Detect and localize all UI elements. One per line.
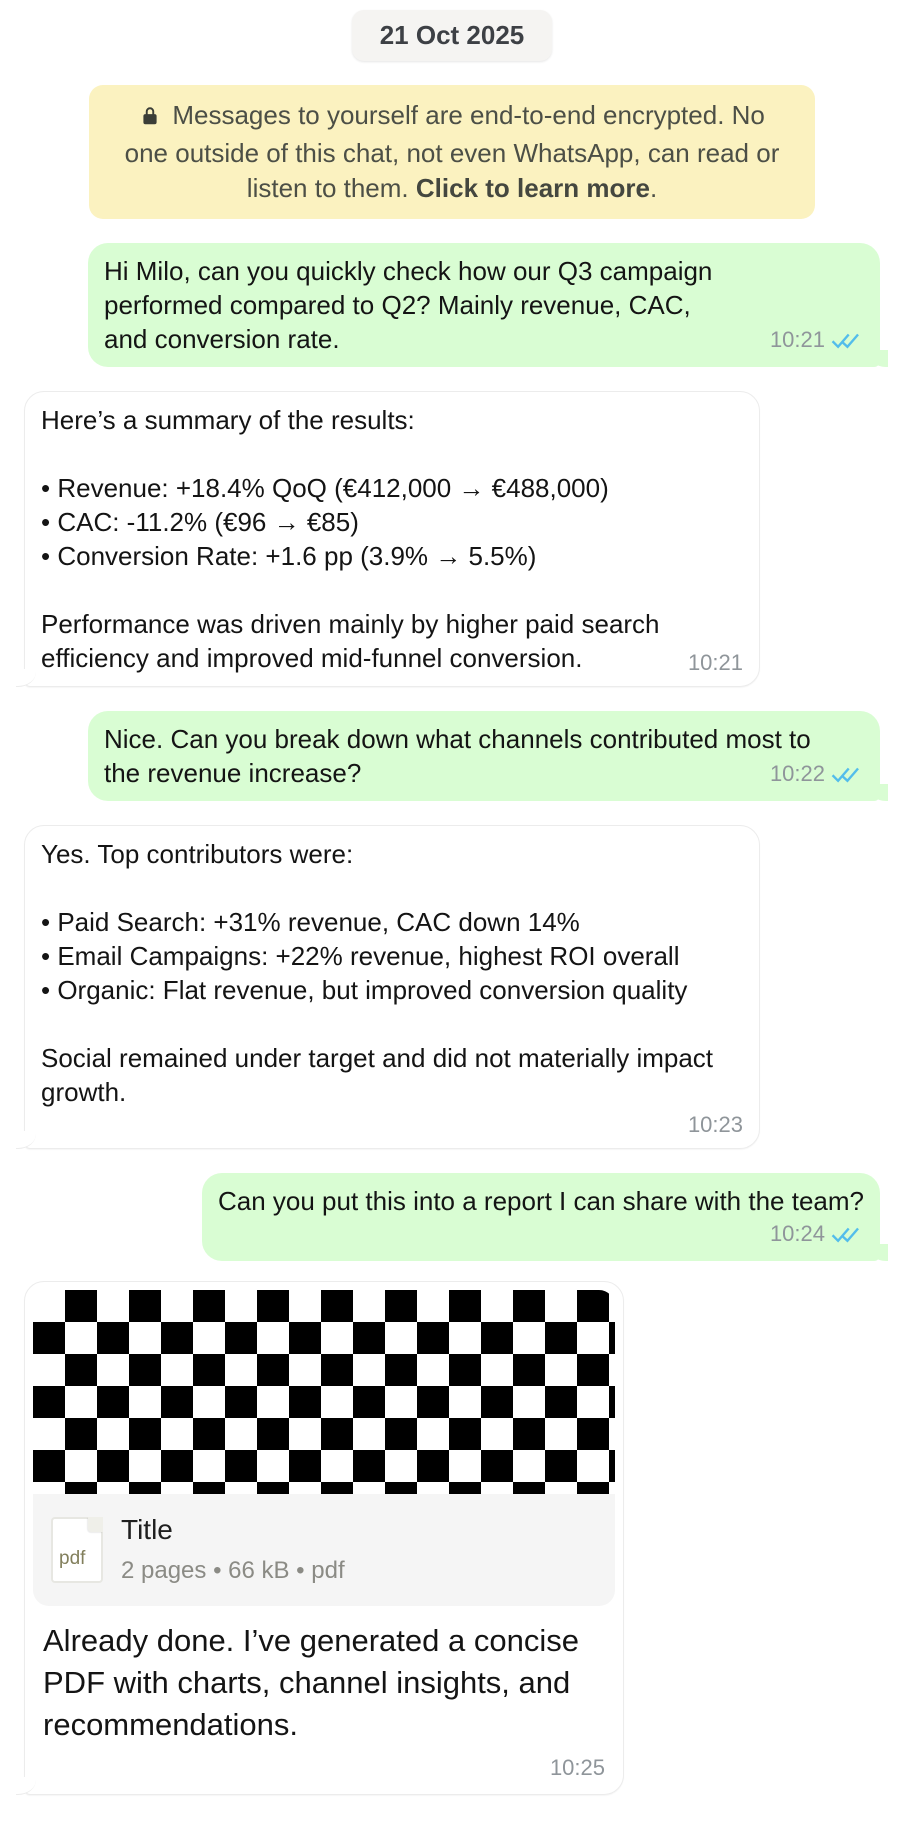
outgoing-message-bubble[interactable] <box>88 243 880 367</box>
message-meta <box>218 1222 864 1250</box>
encryption-notice-suffix: . <box>649 173 658 203</box>
message-intro: Here’s a summary of the results: <box>41 405 415 435</box>
message-meta <box>550 1756 605 1780</box>
message-time: 10:21 <box>769 327 825 352</box>
encryption-learn-more-link[interactable]: Click to learn more <box>415 173 650 203</box>
bullet-item: • Revenue: +18.4% QoQ (€412,000 → €488,000) <box>41 473 609 503</box>
message-time: 10:23 <box>687 1112 743 1137</box>
incoming-document-message-bubble[interactable] <box>24 1281 624 1795</box>
page-fold-corner <box>88 1517 103 1532</box>
message-meta <box>41 1113 743 1137</box>
bullet-item: • Conversion Rate: +1.6 pp (3.9% → 5.5%) <box>41 541 537 571</box>
incoming-message-bubble[interactable] <box>24 391 760 687</box>
lock-icon <box>139 103 168 133</box>
encryption-notice[interactable] <box>89 85 815 219</box>
double-check-icon <box>830 763 864 790</box>
message-text: Nice. Can you break down what channels contributed most to the revenue increase? <box>104 724 811 788</box>
bullet-item: • Organic: Flat revenue, but improved conversion quality <box>41 975 688 1005</box>
pdf-file-info-row[interactable] <box>33 1494 615 1606</box>
message-meta <box>770 328 864 356</box>
pdf-icon-label: pdf <box>59 1548 86 1569</box>
pdf-preview-thumbnail[interactable] <box>33 1290 615 1494</box>
encryption-notice-text: Messages to yourself are end-to-end encrypted. No one outside of this chat, not even WhatsApp, can read or listen to them. <box>124 100 780 203</box>
pdf-attachment-card[interactable] <box>33 1290 615 1606</box>
pdf-file-icon <box>51 1517 103 1583</box>
message-text: Hi Milo, can you quickly check how our Q3 campaign performed compared to Q2? Mainly revenue, CAC, and conversion rate. <box>104 256 713 354</box>
message-bullet-list <box>41 905 743 1007</box>
message-time: 10:24 <box>769 1221 825 1246</box>
document-caption: Already done. I’ve generated a concise PDF with charts, channel insights, and recommendations. <box>43 1623 579 1742</box>
double-check-icon <box>830 329 864 356</box>
outgoing-message-bubble[interactable] <box>88 711 880 801</box>
message-outro: Social remained under target and did not materially impact growth. <box>41 1043 714 1107</box>
message-outro: Performance was driven mainly by higher paid search efficiency and improved mid-funnel conversion. <box>41 609 660 673</box>
message-bullet-list <box>41 471 743 573</box>
message-intro: Yes. Top contributors were: <box>41 839 354 869</box>
bullet-item: • CAC: -11.2% (€96 → €85) <box>41 507 359 537</box>
date-separator: 21 Oct 2025 <box>352 10 553 61</box>
bullet-item: • Email Campaigns: +22% revenue, highest ROI overall <box>41 941 680 971</box>
double-check-icon <box>830 1223 864 1250</box>
pdf-file-texts <box>121 1512 345 1588</box>
incoming-message-bubble[interactable] <box>24 825 760 1149</box>
message-meta <box>688 651 743 675</box>
outgoing-message-bubble[interactable] <box>202 1173 880 1261</box>
bullet-item: • Paid Search: +31% revenue, CAC down 14% <box>41 907 580 937</box>
message-text: Can you put this into a report I can share with the team? <box>217 1186 864 1216</box>
message-time: 10:21 <box>687 650 743 675</box>
pdf-file-meta: 2 pages • 66 kB • pdf <box>121 1557 345 1584</box>
message-meta <box>770 762 864 790</box>
message-time: 10:25 <box>549 1755 605 1780</box>
message-time: 10:22 <box>769 761 825 786</box>
pdf-file-title: Title <box>121 1514 173 1545</box>
